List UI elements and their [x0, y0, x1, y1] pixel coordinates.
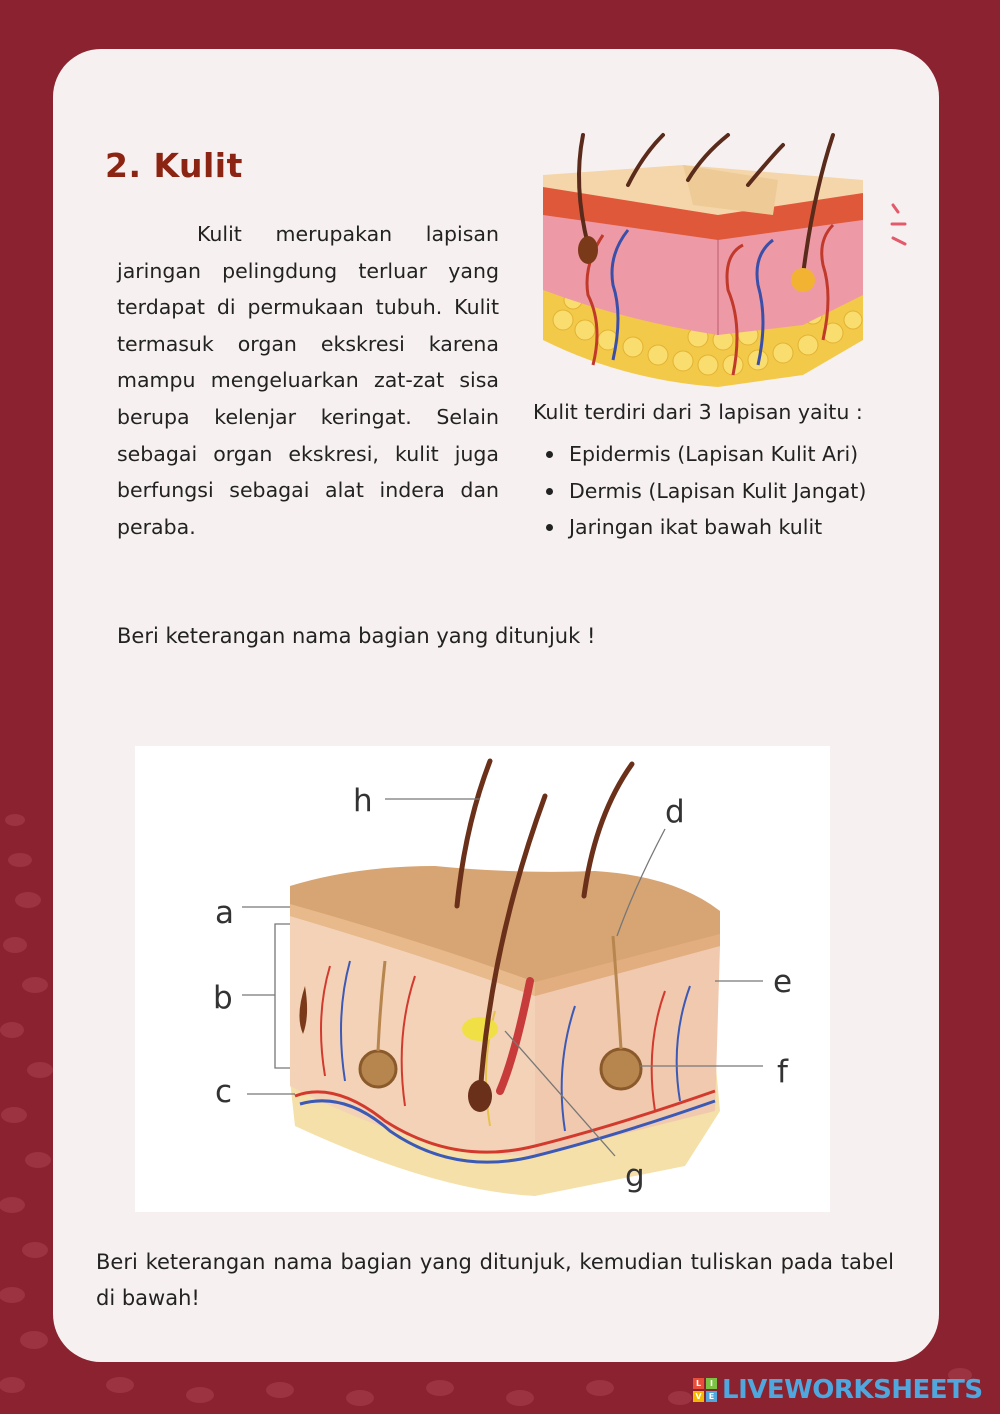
label-g: g: [625, 1158, 645, 1194]
logo-icon: L I V E: [693, 1378, 717, 1402]
list-item: Epidermis (Lapisan Kulit Ari): [533, 436, 866, 473]
label-a: a: [215, 895, 234, 931]
label-d: d: [665, 794, 685, 830]
instruction-table: Beri keterangan nama bagian yang ditunjuk, kemudian tuliskan pada tabel di bawah!: [96, 1250, 894, 1310]
bullet-icon: [546, 451, 553, 458]
label-f: f: [777, 1054, 788, 1090]
instruction-label: Beri keterangan nama bagian yang ditunjuk !: [117, 624, 596, 648]
bullet-icon: [546, 524, 553, 531]
label-c: c: [215, 1074, 233, 1110]
logo-text: LIVEWORKSHEETS: [722, 1375, 983, 1405]
liveworksheets-logo: [693, 1375, 983, 1405]
label-h: h: [353, 783, 373, 819]
skin-cross-section-illustration: [533, 125, 903, 390]
skin-description: Kulit merupakan lapisan jaringan pelingdung terluar yang terdapat di permukaan tubuh. Kulit termasuk organ ekskresi karena mampu mengeluarkan zat-zat sisa berupa kelenjar keringat. Selain sebagai organ ekskresi, kulit juga berfungsi sebagai alat indera dan peraba.: [117, 222, 499, 539]
page-title: 2. Kulit: [105, 146, 243, 185]
label-b: b: [213, 980, 233, 1016]
layers-intro: Kulit terdiri dari 3 lapisan yaitu :: [533, 400, 863, 424]
layers-list: [533, 436, 866, 546]
bullet-icon: [546, 488, 553, 495]
labeled-skin-diagram: [135, 746, 830, 1212]
list-item: Jaringan ikat bawah kulit: [533, 509, 866, 546]
label-e: e: [773, 964, 793, 1000]
sparkle-decoration: [885, 200, 915, 250]
list-item: Dermis (Lapisan Kulit Jangat): [533, 473, 866, 510]
